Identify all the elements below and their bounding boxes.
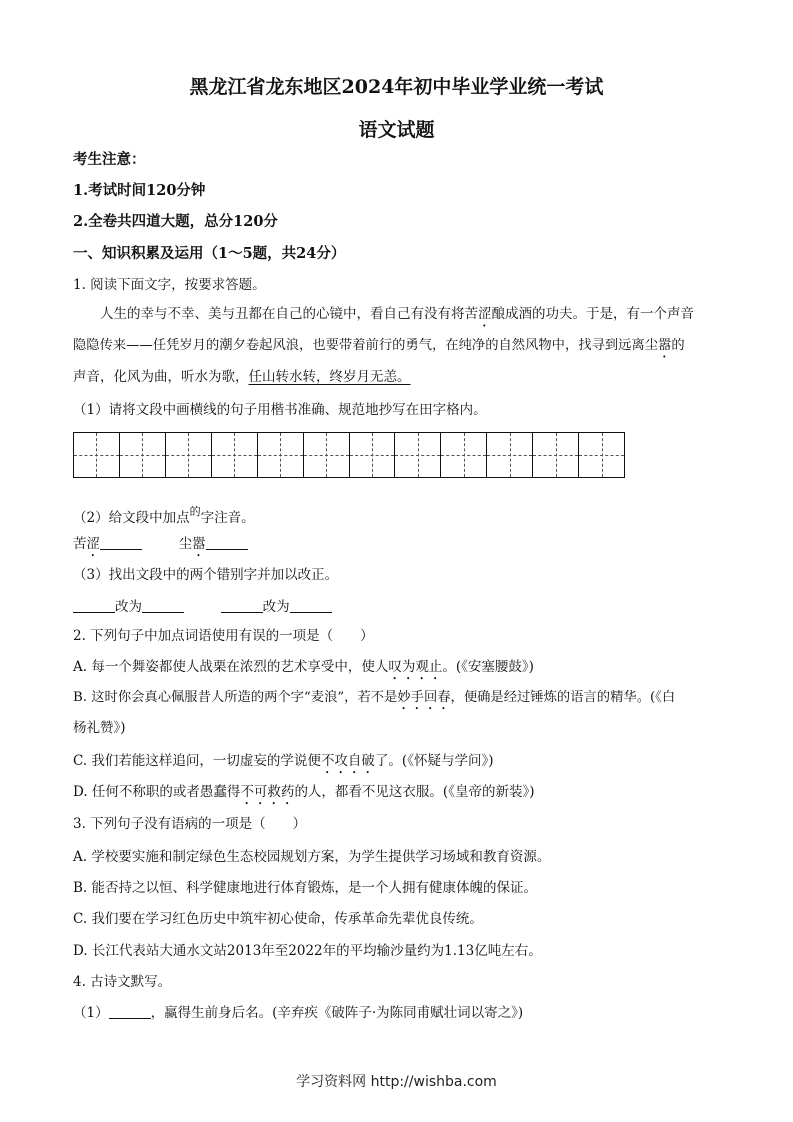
q4-sub1: （1） ，赢得生前身后名。(辛弃疾《破阵子·为陈同甫赋壮词以寄之》) <box>73 1005 524 1021</box>
q3-option-b: B. 能否持之以恒、科学健康地进行体育锻炼，是一个人拥有健康体魄的保证。 <box>73 880 538 896</box>
q2-option-b: B. 这时你会真心佩服昔人所造的两个字“麦浪”，若不是妙手回春，便确是经过锤炼的语言的精华。(《白 <box>73 690 676 705</box>
grid-cell[interactable] <box>166 433 212 477</box>
answer-blank[interactable] <box>142 598 184 613</box>
q1-passage-line-2: 隐隐传来——任凭岁月的潮夕卷起风浪，也要带着前行的勇气，在纯净的自然风物中，找寻到远离尘嚣的 <box>73 338 685 353</box>
answer-blank[interactable] <box>100 535 142 550</box>
grid-cell[interactable] <box>74 433 120 477</box>
q1-stem: 1. 阅读下面文字，按要求答题。 <box>73 277 266 293</box>
exam-subtitle: 语文试题 <box>358 119 435 141</box>
q3-option-d: D. 长江代表站大通水文站2013年至2022年的平均输沙量约为1.13亿吨左右。 <box>73 943 542 959</box>
grid-cell[interactable] <box>258 433 304 477</box>
grid-cell[interactable] <box>350 433 396 477</box>
answer-blank[interactable] <box>206 535 248 550</box>
q1-sub3: （3）找出文段中的两个错别字并加以改正。 <box>73 567 339 583</box>
q2-option-c: C. 我们若能这样追问，一切虚妄的学说便不攻自破了。(《怀疑与学问》) <box>73 753 494 769</box>
q1-sub2: （2）给文段中加点$^的$字注音。 <box>73 505 255 526</box>
footer-watermark: 学习资料网 http://wishba.com <box>296 1074 497 1090</box>
grid-cell[interactable] <box>212 433 258 477</box>
grid-cell[interactable] <box>441 433 487 477</box>
grid-cell[interactable] <box>395 433 441 477</box>
q1-pinyin-blanks: 苦涩 尘嚣 <box>73 535 733 560</box>
q1-passage-line-3: 声音，化风为曲，听水为歌，任山转水转，终岁月无恙。 <box>73 369 411 385</box>
dotted-char: 涩 <box>478 306 492 322</box>
q2-option-b-line-2: 杨礼赞》) <box>73 720 126 736</box>
grid-cell[interactable] <box>120 433 166 477</box>
q1-correction-blanks: 改为 改为 <box>73 598 733 616</box>
grid-cell[interactable] <box>304 433 350 477</box>
notice-item-2: 2.全卷共四道大题，总分120分 <box>73 213 278 230</box>
exam-title: 黑龙江省龙东地区2024年初中毕业学业统一考试 <box>189 76 604 98</box>
underlined-sentence: 任山转水转，终岁月无恙。 <box>248 369 411 385</box>
answer-blank[interactable] <box>221 598 263 613</box>
answer-blank[interactable] <box>290 598 332 613</box>
q3-stem: 3. 下列句子没有语病的一项是（ ） <box>73 816 307 832</box>
q4-stem: 4. 古诗文默写。 <box>73 974 172 990</box>
grid-cell[interactable] <box>487 433 533 477</box>
notice-item-1: 1.考试时间120分钟 <box>73 182 206 199</box>
answer-blank[interactable] <box>109 1004 151 1019</box>
q2-option-d: D. 任何不称职的或者愚蠢得不可救药的人，都看不见这衣服。(《皇帝的新装》) <box>73 784 535 800</box>
q3-option-a: A. 学校要实施和制定绿色生态校园规划方案，为学生提供学习场域和教育资源。 <box>73 849 551 865</box>
grid-cell[interactable] <box>579 433 624 477</box>
section-1-heading: 一、知识积累及运用（1～5题，共24分） <box>73 245 346 262</box>
q2-stem: 2. 下列句子中加点词语使用有误的一项是（ ） <box>73 628 374 644</box>
q1-passage-line-1: 人生的幸与不幸、美与丑都在自己的心镜中，看自己有没有将苦涩酿成酒的功夫。于是，有一个声音 <box>100 306 694 322</box>
q1-sub1: （1）请将文段中画横线的句子用楷书准确、规范地抄写在田字格内。 <box>73 402 487 418</box>
dotted-char: 嚣 <box>658 338 672 353</box>
tianzige-grid[interactable] <box>73 432 625 478</box>
notice-heading: 考生注意： <box>73 151 146 168</box>
grid-cell[interactable] <box>533 433 579 477</box>
q2-option-a: A. 每一个舞姿都使人战栗在浓烈的艺术享受中，使人叹为观止。(《安塞腰鼓》) <box>73 659 534 675</box>
answer-blank[interactable] <box>73 598 115 613</box>
q3-option-c: C. 我们要在学习红色历史中筑牢初心使命，传承革命先辈优良传统。 <box>73 911 483 927</box>
